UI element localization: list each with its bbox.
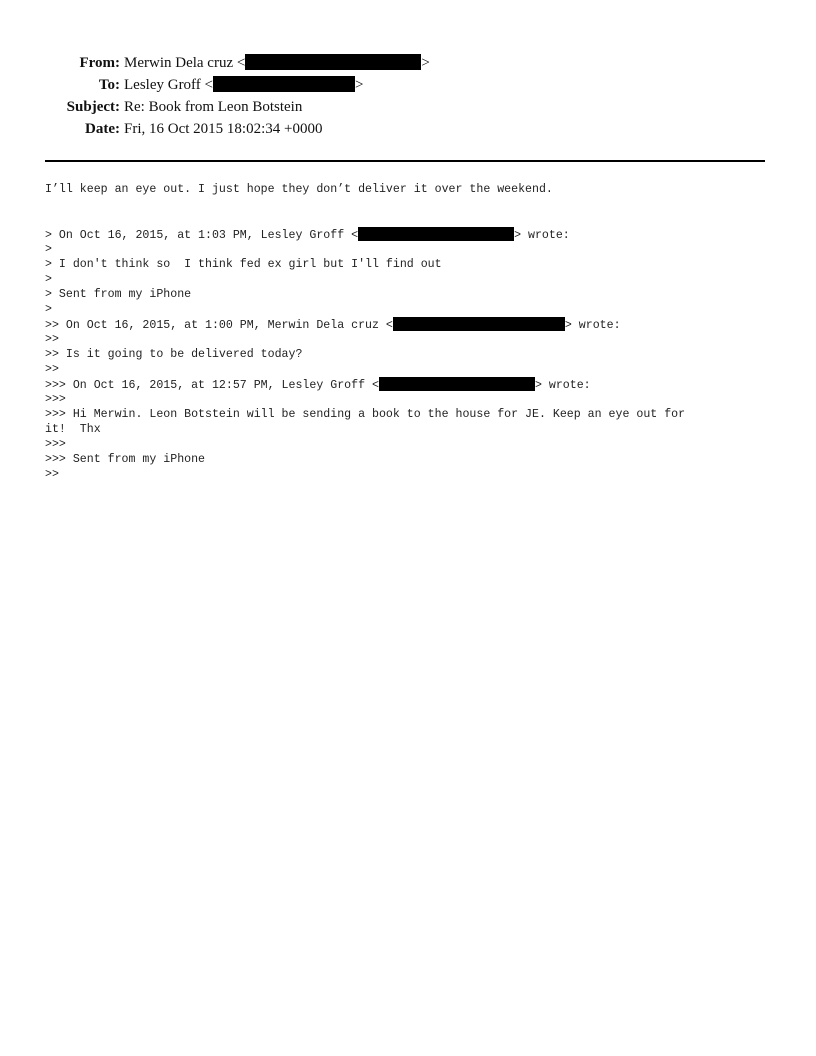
body-line: it! Thx bbox=[45, 423, 101, 436]
body-line: > Sent from my iPhone bbox=[45, 288, 192, 301]
to-label: To: bbox=[98, 77, 120, 93]
body-line: >>> bbox=[45, 393, 66, 406]
header-divider bbox=[45, 160, 765, 162]
body-line: >>> Sent from my iPhone bbox=[45, 453, 206, 466]
body-line: >> bbox=[45, 468, 59, 481]
quoted-header-wrote: > wrote: bbox=[534, 379, 591, 392]
quoted-header-text: >> On Oct 16, 2015, at 1:00 PM, Merwin Dela cruz < bbox=[45, 319, 393, 332]
body-line: I’ll keep an eye out. I just hope they don’t deliver it over the weekend. bbox=[45, 183, 553, 196]
from-email-redaction bbox=[245, 54, 421, 70]
quoted-header-text: > On Oct 16, 2015, at 1:03 PM, Lesley Groff < bbox=[45, 229, 359, 242]
quoted-email-redaction bbox=[379, 377, 535, 391]
from-value bbox=[124, 52, 430, 74]
body-line: >> Is it going to be delivered today? bbox=[45, 348, 303, 361]
body-line: >>> Hi Merwin. Leon Botstein will be sending a book to the house for JE. Keep an eye out for bbox=[45, 408, 686, 421]
email-header bbox=[0, 52, 816, 140]
body-line: > I don't think so I think fed ex girl but I'll find out bbox=[45, 258, 442, 271]
to-value bbox=[124, 74, 363, 96]
date-label: Date: bbox=[85, 121, 120, 137]
quoted-header-line bbox=[45, 317, 775, 332]
subject-row bbox=[0, 96, 816, 118]
quoted-header-wrote: > wrote: bbox=[564, 319, 621, 332]
body-line: >> bbox=[45, 363, 59, 376]
date-row bbox=[0, 118, 816, 140]
quoted-header-line bbox=[45, 227, 775, 242]
body-line bbox=[45, 197, 775, 212]
from-row bbox=[0, 52, 816, 74]
from-label: From: bbox=[79, 55, 120, 71]
body-line: >>> bbox=[45, 438, 66, 451]
quoted-header-line bbox=[45, 377, 775, 392]
quoted-header-text: >>> On Oct 16, 2015, at 12:57 PM, Lesley Groff < bbox=[45, 379, 379, 392]
subject-value: Re: Book from Leon Botstein bbox=[124, 99, 303, 115]
body-line: > bbox=[45, 303, 52, 316]
subject-label: Subject: bbox=[66, 99, 120, 115]
from-open-bracket: < bbox=[236, 55, 246, 71]
body-line: >> bbox=[45, 333, 59, 346]
to-name: Lesley Groff bbox=[124, 77, 201, 93]
quoted-email-redaction bbox=[393, 317, 565, 331]
body-line: > bbox=[45, 273, 52, 286]
to-open-bracket: < bbox=[204, 77, 213, 93]
quoted-header-wrote: > wrote: bbox=[514, 229, 570, 242]
to-email-redaction bbox=[213, 76, 355, 92]
quoted-email-redaction bbox=[358, 227, 514, 241]
to-close-bracket: > bbox=[355, 77, 364, 93]
from-close-bracket: > bbox=[421, 55, 430, 71]
body-line bbox=[45, 212, 775, 227]
to-row bbox=[0, 74, 816, 96]
email-body bbox=[45, 182, 775, 482]
from-name: Merwin Dela cruz bbox=[124, 55, 234, 71]
body-line: > bbox=[45, 243, 52, 256]
date-value: Fri, 16 Oct 2015 18:02:34 +0000 bbox=[124, 121, 323, 137]
